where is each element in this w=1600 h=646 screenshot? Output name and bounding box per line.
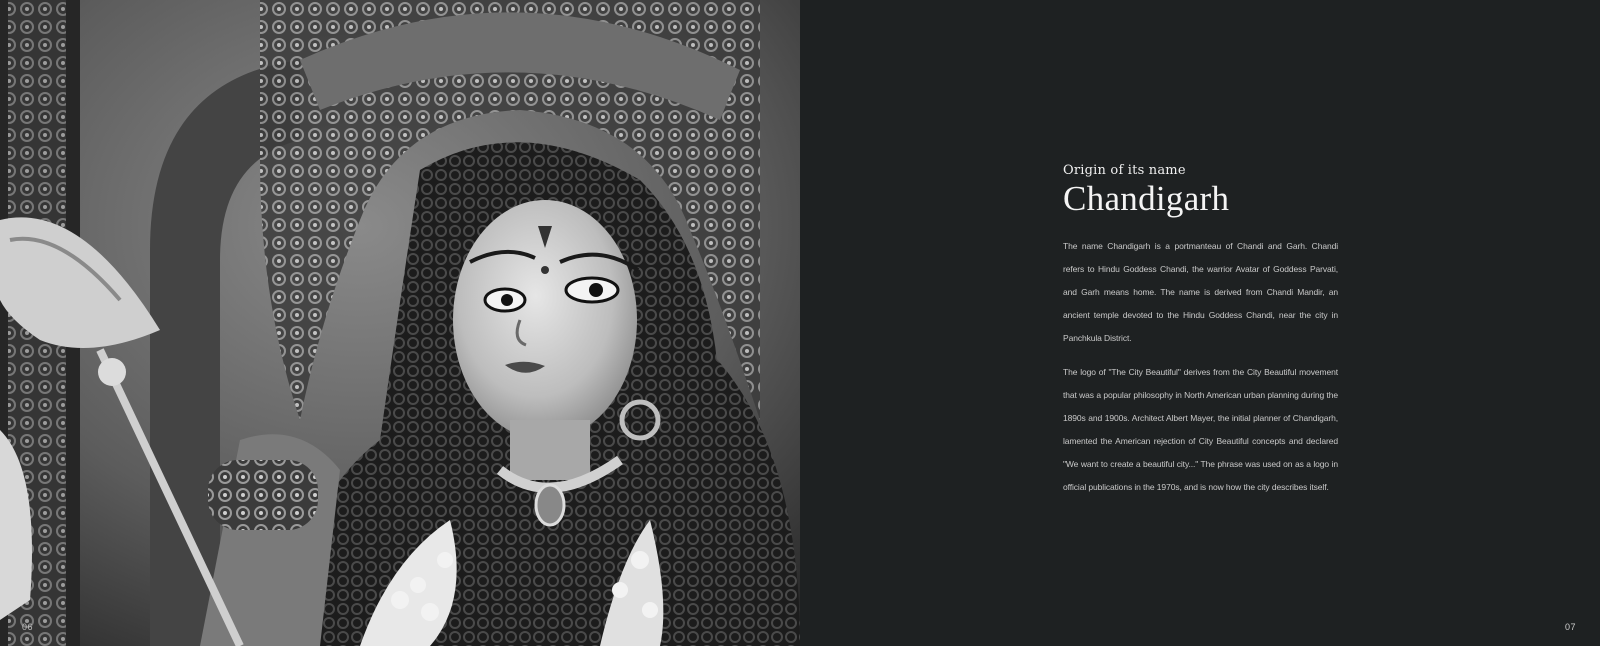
page-title: Chandigarh bbox=[1063, 179, 1230, 218]
paragraph-city-beautiful: The logo of "The City Beautiful" derives from the City Beautiful movement that was a popular philosophy in North American urban planning during the 1890s and 1900s. Architect Albert Mayer, the initial planner of Chandigarh, lamented the American rejection of City Beautiful concepts and declared "We want to create a beautiful city..." The phrase was used on as a logo in official publications in the 1970s, and is now how the city describes itself. bbox=[1063, 366, 1338, 492]
paragraph-name-origin: The name Chandigarh is a portmanteau of Chandi and Garh. Chandi refers to Hindu Goddess Chandi, the warrior Avatar of Goddess Parvati, and Garh means home. The name is derived from Chandi Mandir, an ancient temple devoted to the Hindu Goddess Chandi, near the city in Panchkula District. bbox=[1063, 240, 1338, 343]
page-number-left: 06 bbox=[22, 622, 34, 632]
article-text-block bbox=[1063, 163, 1338, 510]
right-page bbox=[800, 0, 1600, 646]
page-number-right: 07 bbox=[1564, 622, 1576, 632]
section-kicker: Origin of its name bbox=[1063, 163, 1186, 178]
